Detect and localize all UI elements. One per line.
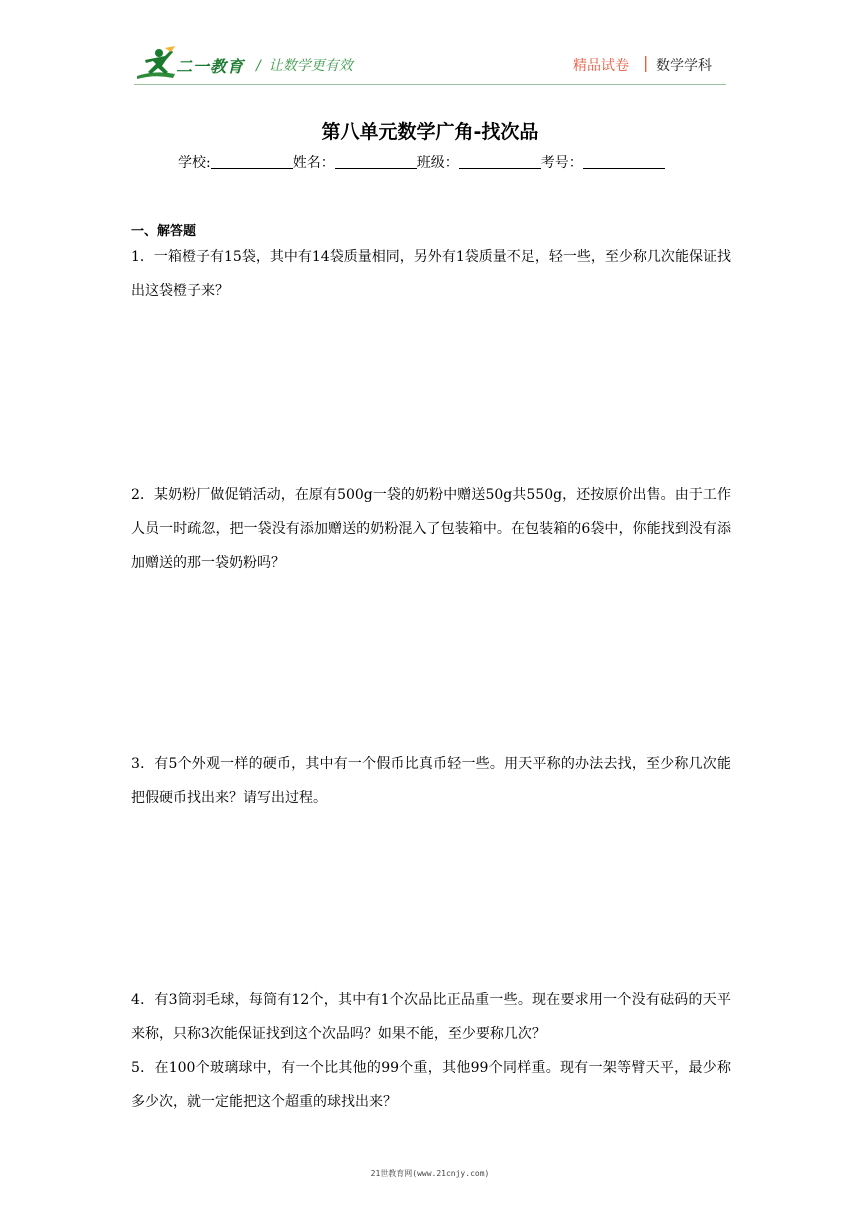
class-label: 班级：: [416, 155, 459, 171]
question-2: 2．某奶粉厂做促销活动，在原有500g一袋的奶粉中赠送50g共550g，还按原价出售。由于工作人员一时疏忽，把一袋没有添加赠送的奶粉混入了包装箱中。在包装箱的6袋中，你能找到没有添加赠送的那一袋奶粉吗？: [131, 487, 731, 571]
question-4: 4．有3筒羽毛球，每筒有12个，其中有1个次品比正品重一些。现在要求用一个没有砝码的天平来称，只称3次能保证找到这个次品吗？如果不能，至少要称几次？: [131, 992, 731, 1042]
subject-label: 数学学科: [656, 58, 712, 74]
section-heading: 一、解答题: [131, 224, 197, 239]
question-1: 1．一箱橙子有15袋，其中有14袋质量相同，另外有1袋质量不足，轻一些，至少称几次能保证找出这袋橙子来？: [131, 249, 731, 299]
school-label: 学校:: [178, 155, 211, 171]
slogan: [256, 55, 353, 75]
name-blank[interactable]: [335, 154, 417, 169]
header-divider: [134, 84, 726, 85]
quality-label: 精品试卷: [573, 58, 629, 74]
name-label: 姓名：: [292, 155, 335, 171]
student-info-line: [178, 152, 665, 172]
exam-no-blank[interactable]: [583, 154, 665, 169]
slogan-text: 让数学更有效: [268, 58, 353, 74]
page-footer: 21世教育网(www.21cnjy.com): [370, 1169, 490, 1178]
question-5: 5．在100个玻璃球中，有一个比其他的99个重，其他99个同样重。现有一架等臂天平，最少称多少次，就一定能把这个超重的球找出来？: [131, 1060, 731, 1110]
page-title: 第八单元数学广角-找次品: [321, 121, 539, 143]
school-blank[interactable]: [211, 154, 293, 169]
page-header: [0, 0, 860, 90]
class-blank[interactable]: [459, 154, 541, 169]
header-separator: |: [643, 53, 649, 72]
brand-name: 二一教育: [176, 57, 245, 76]
slogan-slash: /: [256, 58, 261, 74]
exam-no-label: 考号：: [540, 155, 583, 171]
question-3: 3．有5个外观一样的硬币，其中有一个假币比真币轻一些。用天平称的办法去找，至少称几次能把假硬币找出来？请写出过程。: [131, 756, 731, 806]
